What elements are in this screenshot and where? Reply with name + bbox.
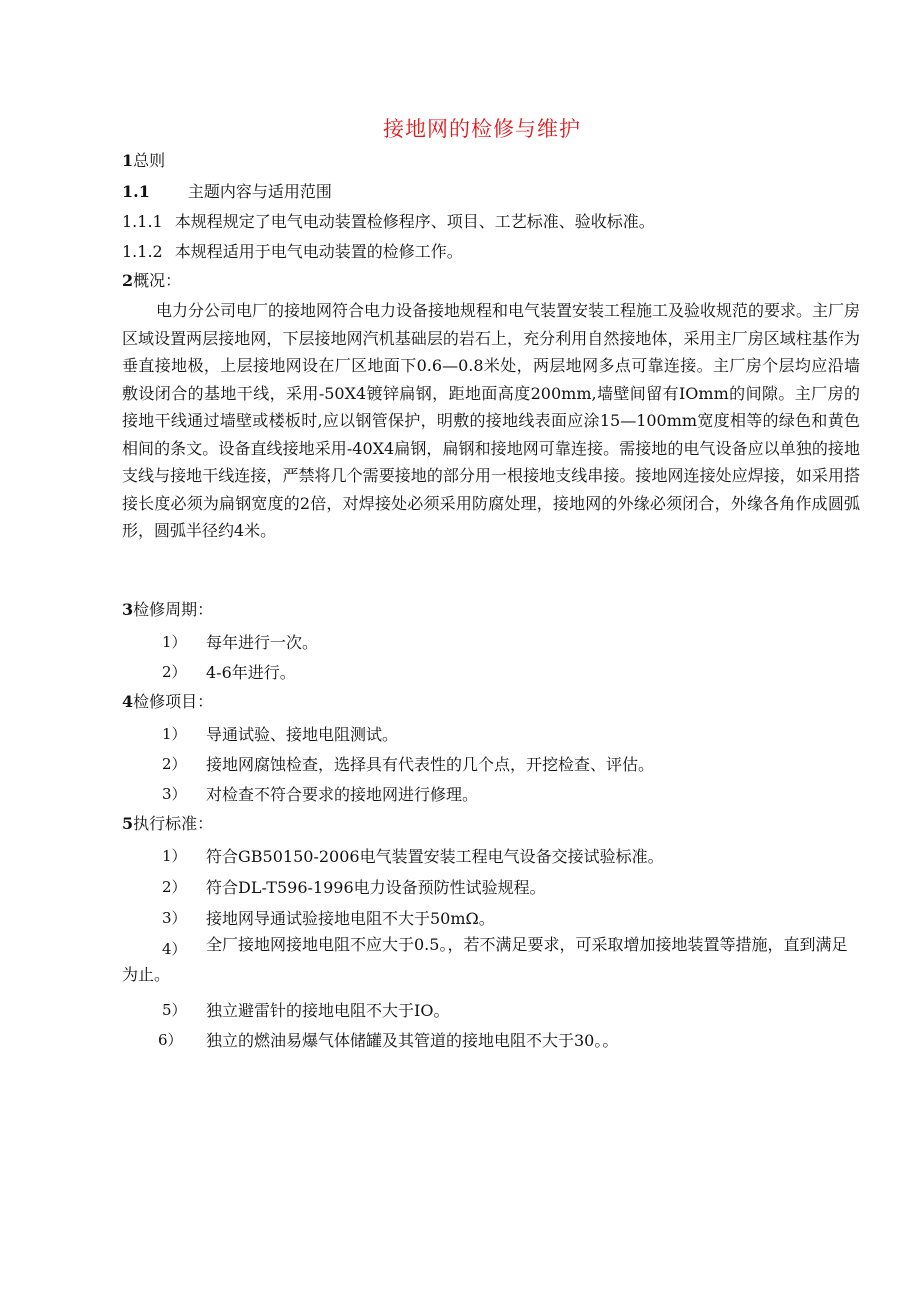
section-number: 2 <box>122 271 134 290</box>
list-item-text: 符合DL-T596-1996电力设备预防性试验规程。 <box>206 878 546 897</box>
list-item-number: 5） <box>162 1001 187 1019</box>
section-number: 1.1 <box>122 182 150 201</box>
list-item-number: 1） <box>162 633 187 651</box>
list-item-number: 2） <box>162 663 187 681</box>
section-1-heading <box>122 150 165 172</box>
list-item-text: 接地网导通试验接地电阻不大于50mΩ。 <box>206 909 495 928</box>
clause-1-1-1 <box>122 211 655 233</box>
clause-number: 1.1.1 <box>122 212 163 231</box>
section-label: 执行标准： <box>133 814 214 833</box>
list-item-text: 接地网腐蚀检查，选择具有代表性的几个点，开挖检查、评估。 <box>206 755 655 774</box>
list-item-number: 1） <box>162 725 187 743</box>
list-item-number: 1） <box>162 847 187 865</box>
overview-paragraph: 电力分公司电厂的接地网符合电力设备接地规程和电气装置安装工程施工及验收规范的要求。主厂房区域设置两层接地网，下层接地网汽机基础层的岩石上，充分利用自然接地体，采用主厂房区域柱基作为垂直接地极，上层接地网设在厂区地面下0.6—0.8米处，两层地网多点可靠连接。主厂房个层均应沿墙敷设闭合的基地干线，采用-50X4镀锌扁钢，距地面高度200mm,墙壁间留有IOmm的间隙。主厂房的接地干线通过墙壁或楼板时,应以钢管保护，明敷的接地线表面应涂15—100mm宽度相等的绿色和黄色相间的条文。设备直线接地采用-40X4扁钢，扁钢和接地网可靠连接。需接地的电气设备应以单独的接地支线与接地干线连接，严禁将几个需要接地的部分用一根接地支线串接。接地网连接处应焊接，如采用搭接长度必须为扁钢宽度的2倍，对焊接处必须采用防腐处理，接地网的外缘必须闭合，外缘各角作成圆弧形，圆弧半径约4米。 <box>122 301 861 540</box>
list-item-text: 独立的燃油易爆气体储罐及其管道的接地电阻不大于30。。 <box>206 1031 619 1050</box>
list-item-text: 全厂接地网接地电阻不应大于0.5。，若不满足要求，可采取增加接地装置等措施，直到满足为止。 <box>122 935 848 984</box>
clause-text: 本规程适用于电气电动装置的检修工作。 <box>174 242 463 261</box>
clause-number: 1.1.2 <box>122 242 163 261</box>
section-5-heading <box>122 813 213 835</box>
page-title: 接地网的检修与维护 <box>383 117 581 141</box>
list-item-number: 3） <box>162 785 187 803</box>
section-1-1-heading <box>122 181 332 203</box>
section-3-heading <box>122 599 213 621</box>
section-number: 4 <box>122 692 134 711</box>
section-label: 检修项目： <box>133 692 214 711</box>
list-item-text: 符合GB50150-2006电气装置安装工程电气设备交接试验标准。 <box>206 847 664 866</box>
list-item-number: 2） <box>162 878 187 896</box>
section-label: 检修周期： <box>133 600 214 619</box>
section-2-heading <box>122 270 181 292</box>
section-number: 5 <box>122 814 134 833</box>
list-item-text: 4-6年进行。 <box>206 663 296 682</box>
section-label: 主题内容与适用范围 <box>187 182 332 201</box>
list-item-number: 4） <box>162 940 187 958</box>
section-number: 1 <box>122 151 134 170</box>
section-4-heading <box>122 691 213 713</box>
list-item-text: 导通试验、接地电阻测试。 <box>206 725 399 744</box>
list-item-number: 6） <box>158 1031 183 1049</box>
clause-text: 本规程规定了电气电动装置检修程序、项目、工艺标准、验收标准。 <box>174 212 655 231</box>
list-item-text: 每年进行一次。 <box>206 633 319 652</box>
list-item-number: 3） <box>162 909 187 927</box>
section-label: 概况： <box>133 271 182 290</box>
list-item-number: 2） <box>162 755 187 773</box>
section-label: 总则 <box>133 151 166 170</box>
section-number: 3 <box>122 600 134 619</box>
list-item-text: 独立避雷针的接地电阻不大于IO。 <box>206 1001 450 1020</box>
clause-1-1-2 <box>122 241 463 263</box>
list-item-text: 对检查不符合要求的接地网进行修理。 <box>206 785 479 804</box>
